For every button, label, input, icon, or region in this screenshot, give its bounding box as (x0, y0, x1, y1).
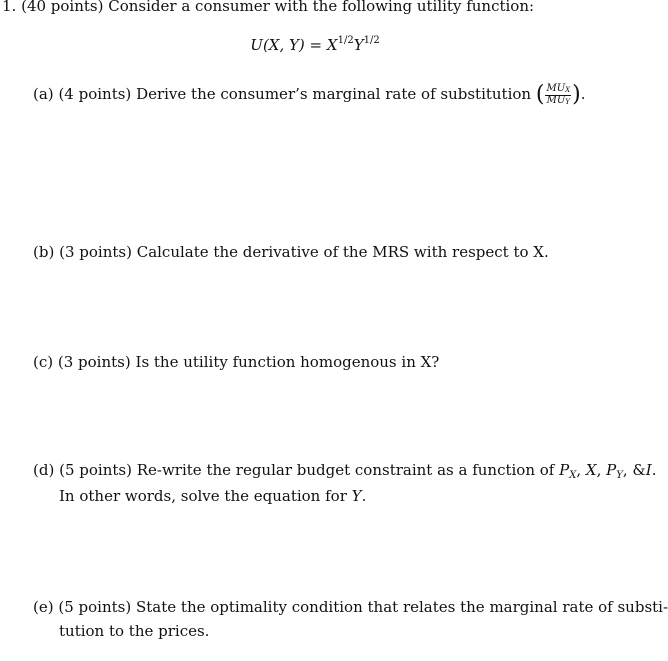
part-d-line2-end: . (361, 487, 367, 505)
left-paren: ( (535, 82, 545, 107)
part-e-points: (5 points) (58, 598, 132, 616)
question-number: 1. (2, 0, 17, 15)
right-paren: ) (572, 82, 581, 107)
part-a (33, 84, 585, 106)
mrs-fraction (545, 84, 571, 106)
part-b-text: Calculate the derivative of the MRS with respect to X. (136, 243, 549, 261)
part-a-end: . (580, 85, 586, 103)
sep: , (622, 461, 633, 479)
part-d (33, 461, 656, 480)
mu-label: MU (546, 83, 566, 94)
utility-equation (0, 36, 630, 55)
ampersand: & (632, 461, 646, 479)
question-points: (40 points) (21, 0, 104, 15)
part-b-points: (3 points) (59, 243, 132, 261)
part-e-line1: State the optimality condition that relates the marginal rate of substi- (136, 598, 668, 616)
sep: , (596, 461, 607, 479)
part-e-line2: tution to the prices. (59, 622, 210, 640)
part-c-label: (c) (33, 353, 54, 371)
part-e-line-2 (59, 622, 209, 641)
part-d-label: (d) (33, 461, 55, 479)
part-c (33, 353, 439, 372)
part-d-line-2 (59, 487, 366, 506)
part-b-label: (b) (33, 243, 55, 261)
part-b (33, 243, 549, 262)
sep: , (576, 461, 586, 479)
part-e (33, 598, 668, 617)
part-d-points: (5 points) (59, 461, 132, 479)
var-i: I (645, 461, 652, 479)
var-x: X (585, 461, 597, 479)
question-intro: Consider a consumer with the following utility function: (108, 0, 535, 15)
part-d-end: . (651, 461, 657, 479)
var-py-sub: Y (616, 470, 623, 481)
equation-base-x: X (326, 36, 338, 54)
part-d-text: Re-write the regular budget constraint as a function of (136, 461, 555, 479)
var-p: P (559, 461, 570, 479)
mu-label: MU (546, 94, 566, 106)
var-px-sub: X (569, 470, 577, 481)
part-d-line2-text: In other words, solve the equation for (59, 487, 347, 505)
part-c-text: Is the utility function homogenous in X? (135, 353, 440, 371)
part-a-label: (a) (33, 85, 54, 103)
var-p: P (606, 461, 617, 479)
mrs-denominator (545, 96, 571, 107)
mu-x-subscript: X (565, 86, 571, 94)
part-a-text: Derive the consumer’s marginal rate of substitution (136, 85, 532, 103)
equation-equals: = (309, 36, 323, 54)
part-e-label: (e) (33, 598, 54, 616)
part-c-points: (3 points) (57, 353, 131, 371)
mu-y-subscript: Y (565, 97, 570, 106)
equation-exp-y: 1/2 (363, 35, 380, 46)
equation-base-y: Y (353, 36, 364, 54)
question-heading (2, 0, 534, 16)
equation-lhs: U(X, Y) (250, 36, 305, 54)
var-y: Y (351, 487, 362, 505)
part-a-points: (4 points) (58, 85, 132, 103)
equation-exp-x: 1/2 (337, 35, 354, 46)
